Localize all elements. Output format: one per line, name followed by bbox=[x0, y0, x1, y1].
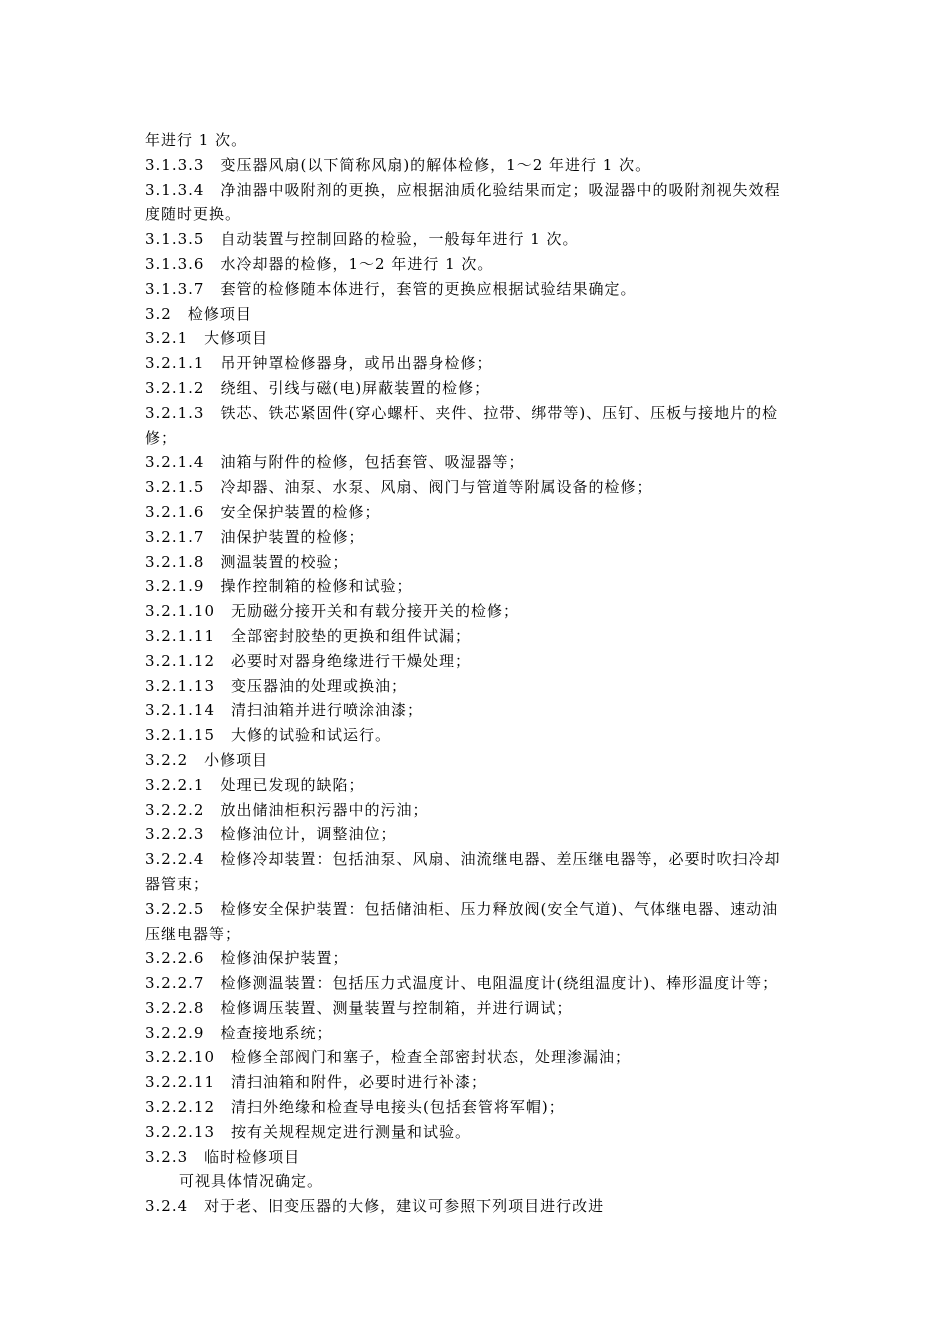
text-line: 修； bbox=[145, 428, 178, 447]
text-line: 3.2.2.11 清扫油箱和附件，必要时进行补漆； bbox=[145, 1073, 488, 1092]
text-line: 3.2.2.2 放出储油柜积污器中的污油； bbox=[145, 800, 429, 819]
text-line: 3.1.3.3 变压器风扇(以下简称风扇)的解体检修，1～2 年进行 1 次。 bbox=[145, 155, 652, 174]
text-line: 3.2.2.9 检查接地系统； bbox=[145, 1023, 333, 1042]
subsection-heading: 3.2.3 临时检修项目 bbox=[145, 1147, 301, 1166]
text-line: 3.2.1.14 清扫油箱并进行喷涂油漆； bbox=[145, 701, 424, 720]
text-line: 3.2.1.4 油箱与附件的检修，包括套管、吸湿器等； bbox=[145, 453, 525, 472]
text-line: 3.2.2.1 处理已发现的缺陷； bbox=[145, 775, 365, 794]
section-heading: 3.2 检修项目 bbox=[145, 304, 252, 323]
text-line: 3.2.2.4 检修冷却装置：包括油泵、风扇、油流继电器、差压继电器等，必要时吹扫冷却 bbox=[145, 850, 781, 869]
text-line: 3.1.3.4 净油器中吸附剂的更换，应根据油质化验结果而定；吸湿器中的吸附剂视失效程 bbox=[145, 180, 781, 199]
text-line: 器管束； bbox=[145, 874, 210, 893]
text-line: 3.2.2.6 检修油保护装置； bbox=[145, 949, 349, 968]
text-line: 年进行 1 次。 bbox=[145, 131, 248, 149]
document-body bbox=[145, 128, 815, 1219]
text-line: 3.2.2.3 检修油位计，调整油位； bbox=[145, 825, 397, 844]
text-line: 3.2.2.7 检修测温装置：包括压力式温度计、电阻温度计(绕组温度计)、棒形温度计等； bbox=[145, 974, 779, 993]
text-line: 3.2.1.11 全部密封胶垫的更换和组件试漏； bbox=[145, 626, 472, 645]
text-line: 3.2.1.8 测温装置的校验； bbox=[145, 552, 349, 571]
text-line: 3.2.1.13 变压器油的处理或换油； bbox=[145, 676, 408, 695]
text-line: 3.2.2.12 清扫外绝缘和检查导电接头(包括套管将军帽)； bbox=[145, 1098, 565, 1117]
text-line: 3.2.1.3 铁芯、铁芯紧固件(穿心螺杆、夹件、拉带、绑带等)、压钉、压板与接地片的检 bbox=[145, 403, 779, 422]
text-line: 3.2.1.2 绕组、引线与磁(电)屏蔽装置的检修； bbox=[145, 378, 491, 397]
text-line: 3.2.1.1 吊开钟罩检修器身，或吊出器身检修； bbox=[145, 354, 493, 373]
subsection-heading: 3.2.1 大修项目 bbox=[145, 329, 269, 348]
text-line: 3.1.3.7 套管的检修随本体进行，套管的更换应根据试验结果确定。 bbox=[145, 279, 637, 298]
text-line: 3.2.2.13 按有关规程规定进行测量和试验。 bbox=[145, 1122, 472, 1141]
subsection-heading: 3.2.2 小修项目 bbox=[145, 750, 269, 769]
text-line: 3.2.2.5 检修安全保护装置：包括储油柜、压力释放阀(安全气道)、气体继电器、速动油 bbox=[145, 899, 779, 918]
text-line: 3.2.1.5 冷却器、油泵、水泵、风扇、阀门与管道等附属设备的检修； bbox=[145, 478, 653, 497]
text-line: 3.2.1.12 必要时对器身绝缘进行干燥处理； bbox=[145, 651, 472, 670]
text-line: 3.2.2.10 检修全部阀门和塞子，检查全部密封状态，处理渗漏油； bbox=[145, 1048, 632, 1067]
text-line: 3.2.2.8 检修调压装置、测量装置与控制箱，并进行调试； bbox=[145, 998, 573, 1017]
text-line: 3.2.1.15 大修的试验和试运行。 bbox=[145, 726, 392, 745]
text-line: 3.2.1.7 油保护装置的检修； bbox=[145, 527, 365, 546]
text-line: 3.1.3.5 自动装置与控制回路的检验，一般每年进行 1 次。 bbox=[145, 230, 579, 249]
indented-text-line: 可视具体情况确定。 bbox=[179, 1172, 324, 1191]
text-line: 3.1.3.6 水冷却器的检修，1～2 年进行 1 次。 bbox=[145, 254, 494, 273]
text-line: 3.2.4 对于老、旧变压器的大修，建议可参照下列项目进行改进 bbox=[145, 1197, 605, 1216]
text-line: 压继电器等； bbox=[145, 924, 242, 943]
text-line: 度随时更换。 bbox=[145, 205, 242, 224]
text-line: 3.2.1.6 安全保护装置的检修； bbox=[145, 502, 381, 521]
text-line: 3.2.1.9 操作控制箱的检修和试验； bbox=[145, 577, 413, 596]
text-line: 3.2.1.10 无励磁分接开关和有载分接开关的检修； bbox=[145, 602, 520, 621]
